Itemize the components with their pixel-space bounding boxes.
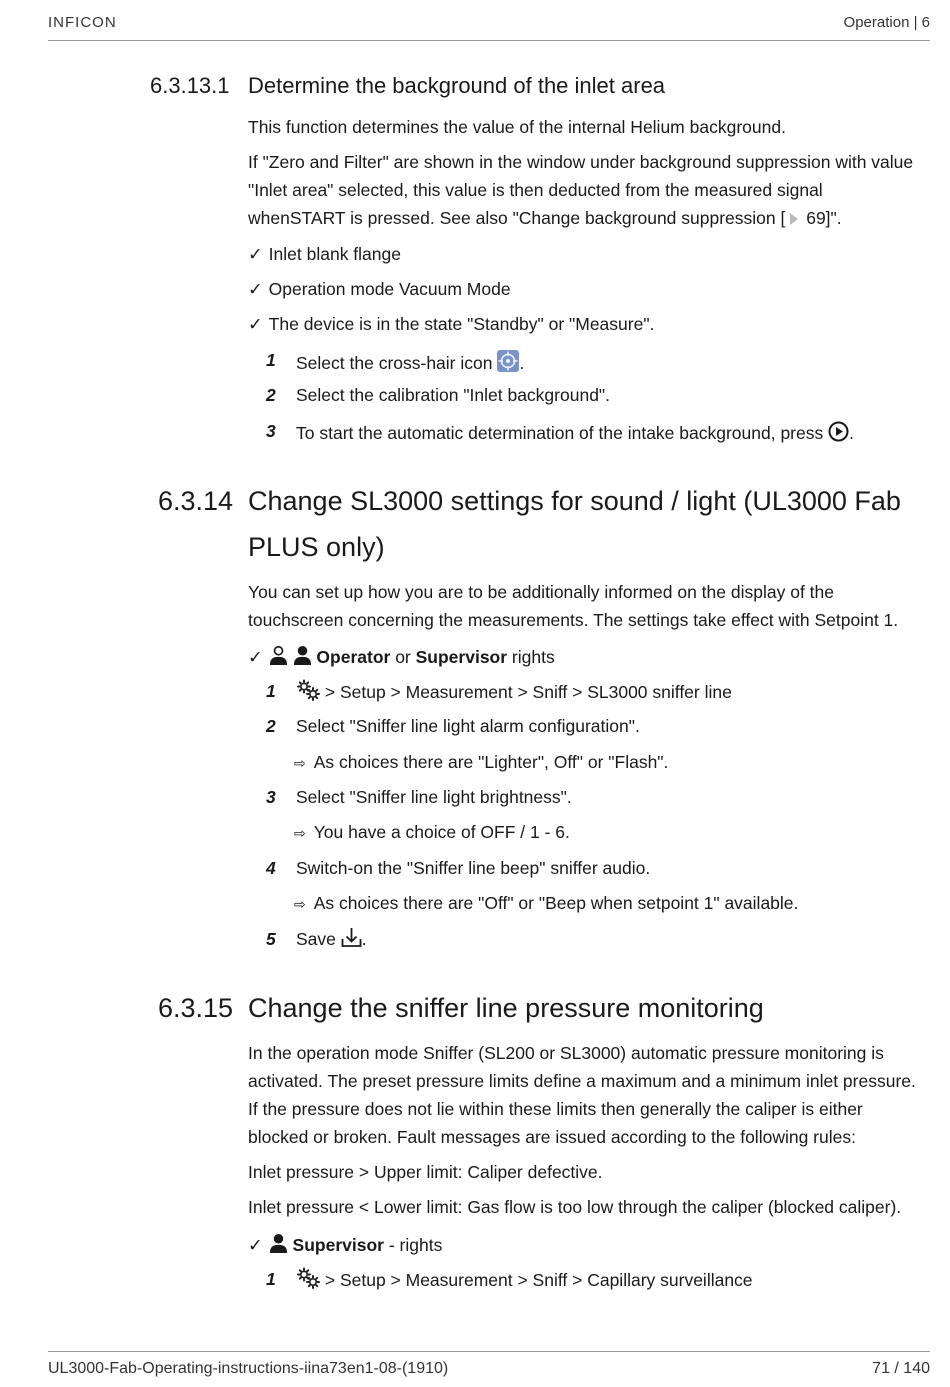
prerequisite-item: ✓ Operator or Supervisor rights [248, 647, 555, 667]
step-number: 2 [266, 716, 276, 736]
step-text: Save . [296, 929, 367, 949]
paragraph: If "Zero and Filter" are shown in the window under background suppression with value [248, 152, 914, 172]
role-operator: Operator [316, 647, 391, 667]
gears-icon [296, 679, 320, 701]
result-arrow-icon: ⇨ [294, 896, 306, 912]
section-title: Change SL3000 settings for sound / light (UL3000 Fab [248, 486, 901, 516]
link-arrow-icon [790, 213, 798, 225]
step-text: Select "Sniffer line light alarm configuration". [296, 716, 640, 736]
step-text: > Setup > Measurement > Sniff > SL3000 sniffer line [296, 679, 732, 703]
play-circle-icon [828, 421, 849, 442]
prerequisite-item: ✓ Supervisor - rights [248, 1235, 443, 1255]
step-text: Select the cross-hair icon . [296, 350, 524, 374]
paragraph: In the operation mode Sniffer (SL200 or SL3000) automatic pressure monitoring is [248, 1043, 884, 1063]
paragraph: Inlet pressure > Upper limit: Caliper defective. [248, 1162, 603, 1182]
section-title-continued: PLUS only) [248, 532, 385, 562]
result-arrow-icon: ⇨ [294, 825, 306, 841]
document-id: UL3000-Fab-Operating-instructions-iina73en1-08-(1910) [48, 1360, 449, 1377]
page-header [48, 14, 930, 41]
step-result: ⇨ You have a choice of OFF / 1 - 6. [294, 822, 570, 842]
section-number: 6.3.13.1 [150, 73, 230, 98]
step-number: 5 [266, 929, 276, 949]
user-icon [269, 1233, 288, 1254]
step-text: > Setup > Measurement > Sniff > Capillary surveillance [296, 1267, 753, 1291]
paragraph: touchscreen concerning the measurements. The settings take effect with Setpoint 1. [248, 610, 899, 630]
section-number: 6.3.14 [158, 486, 234, 516]
save-download-icon [341, 927, 362, 948]
role-supervisor: Supervisor [415, 647, 508, 667]
crosshair-icon [497, 350, 519, 372]
step-text: Switch-on the "Sniffer line beep" sniffer audio. [296, 858, 651, 878]
check-mark-icon: ✓ [248, 314, 263, 334]
step-number: 3 [266, 421, 276, 441]
check-mark-icon: ✓ [248, 244, 263, 264]
chapter-label: Operation | 6 [843, 14, 930, 31]
paragraph: "Inlet area" selected, this value is then deducted from the measured signal [248, 180, 823, 200]
step-text: To start the automatic determination of the intake background, press . [296, 423, 854, 443]
user-icon [293, 645, 312, 666]
paragraph: You can set up how you are to be additionally informed on the display of the [248, 582, 834, 602]
page-footer [48, 1351, 930, 1377]
step-text: Select "Sniffer line light brightness". [296, 787, 572, 807]
step-number: 2 [266, 385, 276, 405]
prerequisite-item: ✓ Operation mode Vacuum Mode [248, 279, 511, 299]
prerequisite-item: ✓ The device is in the state "Standby" or "Measure". [248, 314, 655, 334]
step-number: 1 [266, 350, 276, 370]
section-number: 6.3.15 [158, 993, 234, 1023]
prerequisite-item: ✓ Inlet blank flange [248, 244, 401, 264]
brand-name: INFICON [48, 14, 117, 31]
paragraph: Inlet pressure < Lower limit: Gas flow is too low through the caliper (blocked caliper). [248, 1197, 902, 1217]
paragraph: This function determines the value of the internal Helium background. [248, 117, 786, 137]
page-number: 71 / 140 [872, 1360, 930, 1377]
step-number: 1 [266, 681, 276, 701]
step-result: ⇨ As choices there are "Off" or "Beep when setpoint 1" available. [294, 893, 799, 913]
check-mark-icon: ✓ [248, 1235, 263, 1255]
role-supervisor: Supervisor [292, 1235, 384, 1255]
check-mark-icon: ✓ [248, 279, 263, 299]
gears-icon [296, 1267, 320, 1289]
step-number: 1 [266, 1269, 276, 1289]
section-title: Determine the background of the inlet area [248, 73, 666, 98]
step-number: 4 [266, 858, 276, 878]
paragraph: If the pressure does not lie within these limits then generally the caliper is either [248, 1099, 863, 1119]
paragraph-with-link [248, 208, 842, 229]
step-result: ⇨ As choices there are "Lighter", Off" or "Flash". [294, 752, 669, 772]
result-arrow-icon: ⇨ [294, 755, 306, 771]
section-title: Change the sniffer line pressure monitoring [248, 993, 764, 1023]
paragraph: activated. The preset pressure limits define a maximum and a minimum inlet pressure. [248, 1071, 916, 1091]
check-mark-icon: ✓ [248, 647, 263, 667]
user-outline-icon [269, 645, 288, 666]
page-link[interactable]: 69]". [801, 208, 842, 228]
step-text: Select the calibration "Inlet background". [296, 385, 611, 405]
paragraph: blocked or broken. Fault messages are issued according to the following rules: [248, 1127, 856, 1147]
paragraph-text: whenSTART is pressed. See also "Change background suppression [ [248, 208, 786, 228]
step-number: 3 [266, 787, 276, 807]
